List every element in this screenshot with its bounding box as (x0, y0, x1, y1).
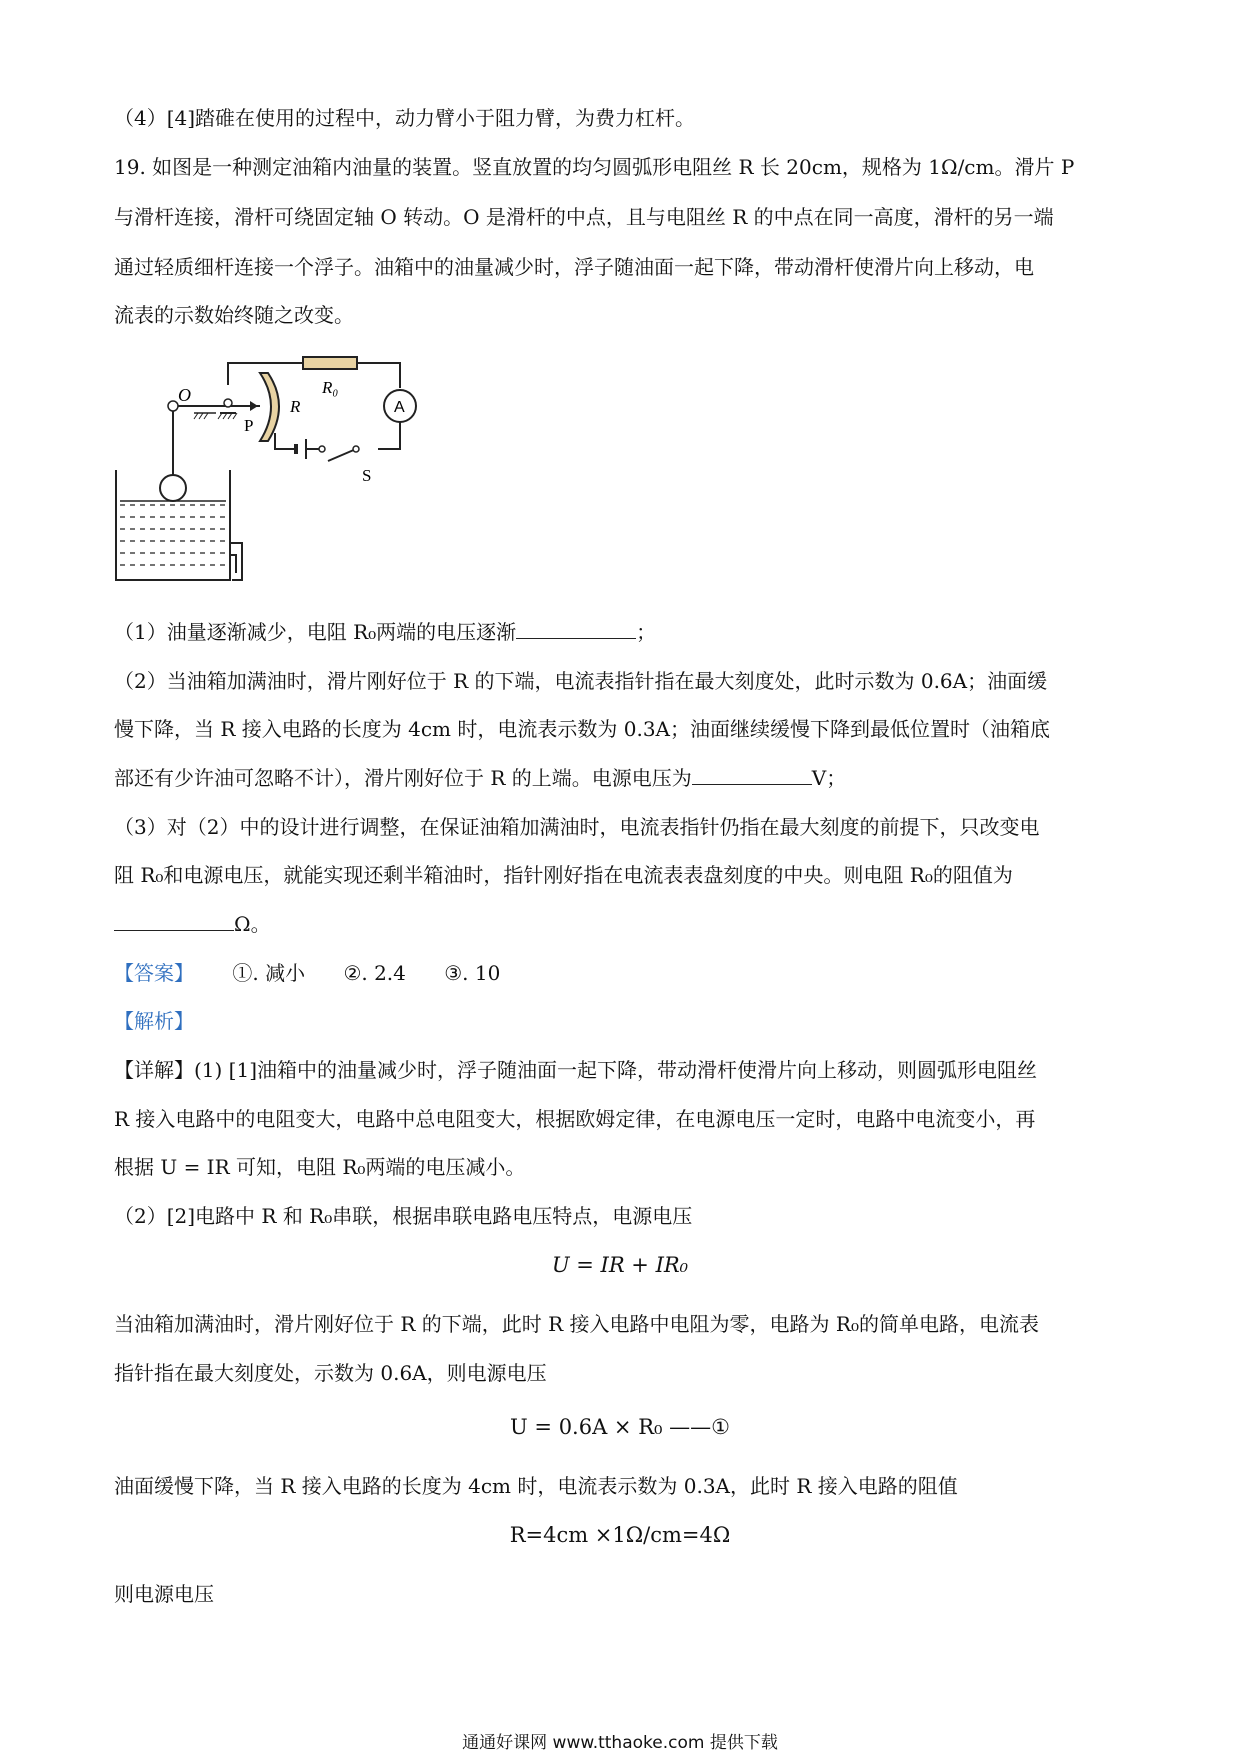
answer-label: 【答案】 (114, 961, 194, 985)
equation-3: R=4cm ×1Ω/cm=4Ω (509, 1523, 731, 1547)
question-2-line: 慢下降，当 R 接入电路的长度为 4cm 时，电流表示数为 0.3A；油面继续缓慢下降到最低位置时（油箱底 (114, 717, 1050, 741)
detail-line: （2）[2]电路中 R 和 R₀串联，根据串联电路电压特点，电源电压 (114, 1204, 693, 1228)
question-19-line: 与滑杆连接，滑杆可绕固定轴 O 转动。O 是滑杆的中点，且与电阻丝 R 的中点在同一高度，滑杆的另一端 (114, 205, 1054, 229)
page-footer: 通通好课网 www.tthaoke.com 提供下载 (462, 1733, 778, 1753)
analysis-label: 【解析】 (114, 1009, 194, 1033)
question-3-line: 阻 R₀和电源电压，就能实现还剩半箱油时，指针刚好指在电流表表盘刻度的中央。则电阻 R₀的阻值为 (114, 863, 1013, 887)
equation-2: U = 0.6A × R₀ ——① (510, 1415, 730, 1439)
detail-line: 【详解】(1) [1]油箱中的油量减少时，浮子随油面一起下降，带动滑杆使滑片向上移动，则圆弧形电阻丝 (114, 1058, 1038, 1082)
question-3-line: （3）对（2）中的设计进行调整，在保证油箱加满油时，电流表指针仍指在最大刻度的前提下，只改变电 (114, 815, 1040, 839)
answer-3: ③. 10 (444, 961, 501, 985)
detail-line: 油面缓慢下降，当 R 接入电路的长度为 4cm 时，电流表示数为 0.3A，此时 R 接入电路的阻值 (114, 1474, 958, 1498)
label-R: R (290, 397, 301, 416)
oil-gauge-circuit-diagram (110, 345, 430, 590)
answer-1: ①. 减小 (232, 961, 306, 985)
label-P: P (244, 416, 254, 435)
question-3-line: Ω。 (114, 910, 1124, 938)
detail-line: 当油箱加满油时，滑片刚好位于 R 的下端，此时 R 接入电路中电阻为零，电路为 R₀的简单电路，电流表 (114, 1312, 1039, 1336)
text-line: （4）[4]踏碓在使用的过程中，动力臂小于阻力臂，为费力杠杆。 (114, 106, 696, 130)
detail-line: 指针指在最大刻度处，示数为 0.6A，则电源电压 (114, 1361, 547, 1385)
detail-line: R 接入电路中的电阻变大，电路中总电阻变大，根据欧姆定律，在电源电压一定时，电路中电流变小，再 (114, 1107, 1036, 1131)
question-19-line: 19. 如图是一种测定油箱内油量的装置。竖直放置的均匀圆弧形电阻丝 R 长 20cm，规格为 1Ω/cm。滑片 P (114, 155, 1075, 179)
answer-2: ②. 2.4 (343, 961, 406, 985)
question-19-line: 通过轻质细杆连接一个浮子。油箱中的油量减少时，浮子随油面一起下降，带动滑杆使滑片向上移动，电 (114, 255, 1034, 279)
detail-line: 根据 U = IR 可知，电阻 R₀两端的电压减小。 (114, 1155, 526, 1179)
question-1: （1）油量逐渐减少，电阻 R₀两端的电压逐渐 ； (114, 620, 657, 644)
answer-row (114, 959, 1124, 987)
answer-blank (692, 764, 812, 785)
label-O: O (178, 385, 191, 405)
question-19-line: 流表的示数始终随之改变。 (114, 303, 354, 327)
answer-blank (114, 910, 234, 931)
equation-1: U = IR + IR₀ (551, 1253, 689, 1277)
label-S: S (362, 466, 372, 485)
ammeter-label: A (394, 399, 405, 416)
question-2-line: （2）当油箱加满油时，滑片刚好位于 R 的下端，电流表指针指在最大刻度处，此时示数为 0.6A；油面缓 (114, 669, 1048, 693)
label-R0: R₀ (322, 378, 339, 397)
question-2-line: 部还有少许油可忽略不计），滑片刚好位于 R 的上端。电源电压为 V； (114, 766, 847, 790)
detail-line: 则电源电压 (114, 1582, 214, 1606)
answer-blank (516, 618, 636, 639)
